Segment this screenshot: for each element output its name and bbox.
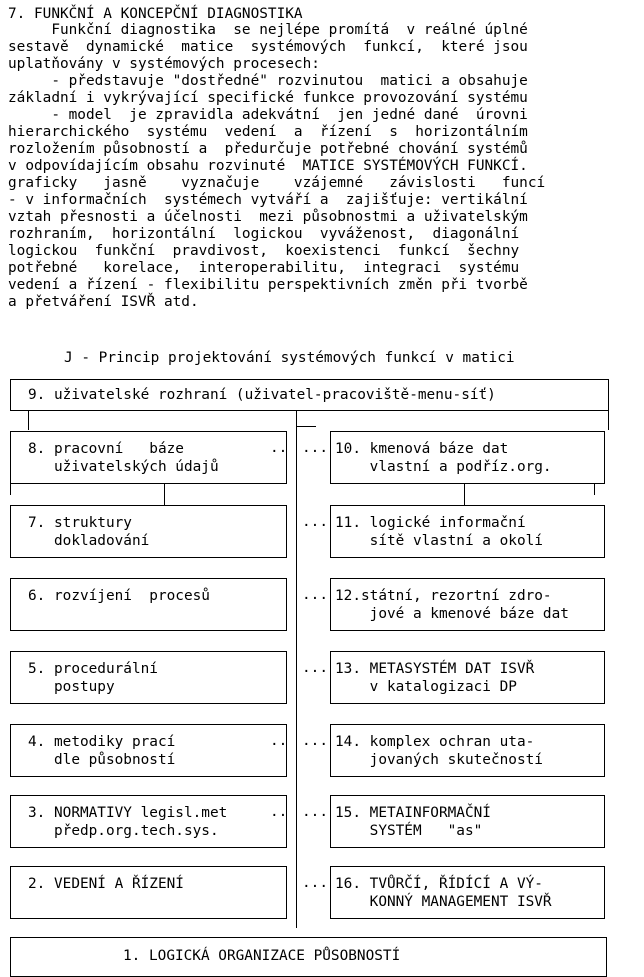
center-vertical-connector bbox=[296, 410, 297, 928]
box-label: sítě vlastní a okolí bbox=[335, 533, 543, 549]
dotted-connector-right: ... bbox=[302, 587, 328, 603]
box-label: v katalogizaci DP bbox=[335, 679, 517, 695]
box-label: 11. logické informační bbox=[335, 515, 526, 531]
paragraph-line: rozhraním, horizontální logickou vyváženost, diagonální bbox=[8, 226, 520, 242]
box-label: 2. VEDENÍ A ŘÍZENÍ bbox=[28, 876, 184, 892]
box-label: vlastní a podříz.org. bbox=[335, 459, 552, 475]
dotted-connector-right: ... bbox=[302, 514, 328, 530]
box-8 bbox=[10, 431, 287, 484]
paragraph-line: v odpovídajícím obsahu rozvinuté MATICE SYSTÉMOVÝCH FUNKCÍ. bbox=[8, 158, 528, 174]
box-label: 10. kmenová báze dat bbox=[335, 441, 509, 457]
box-label: dokladování bbox=[28, 533, 150, 549]
paragraph-line: logickou funkční pravdivost, koexistenci funkcí šechny bbox=[8, 243, 520, 259]
box-2 bbox=[10, 866, 287, 919]
center-right-tick bbox=[296, 426, 316, 427]
box-3 bbox=[10, 795, 287, 848]
box-label: 8. pracovní báze bbox=[28, 441, 184, 457]
paragraph-line: a přetváření ISVŘ atd. bbox=[8, 294, 199, 310]
paragraph-line: Funkční diagnostika se nejlépe promítá v reálné úplné bbox=[8, 22, 528, 38]
paragraph-line: graficky jasně vyznačuje vzájemné závislosti funcí bbox=[8, 175, 546, 191]
box-label: 1. LOGICKÁ ORGANIZACE PŮSOBNOSTÍ bbox=[123, 948, 401, 964]
box-5 bbox=[10, 651, 287, 704]
diagram-title: J - Princip projektování systémových funkcí v matici bbox=[64, 350, 515, 366]
box-label: 7. struktury bbox=[28, 515, 132, 531]
dotted-connector-right: ... bbox=[302, 660, 328, 676]
box-label: 13. METASYSTÉM DAT ISVŘ bbox=[335, 661, 535, 677]
box-label: uživatelských údajů bbox=[28, 459, 219, 475]
box-label: dle působností bbox=[28, 752, 176, 768]
dotted-connector-left: .. bbox=[270, 804, 288, 820]
paragraph-line: - v informačních systémech vytváří a zajišťuje: vertikální bbox=[8, 192, 528, 208]
paragraph-line: - představuje "dostředné" rozvinutou matici a obsahuje bbox=[8, 73, 528, 89]
left-stub-connector bbox=[28, 410, 29, 430]
box-15 bbox=[330, 795, 605, 848]
box-label: SYSTÉM "as" bbox=[335, 823, 483, 839]
paragraph-line: hierarchického systému vedení a řízení s horizontálním bbox=[8, 124, 528, 140]
box-12 bbox=[330, 578, 605, 631]
paragraph-line: vztah přesnosti a účelnosti mezi působnostmi a uživatelským bbox=[8, 209, 528, 225]
dotted-connector-right: ... bbox=[302, 875, 328, 891]
box-13 bbox=[330, 651, 605, 704]
box-label: 6. rozvíjení procesů bbox=[28, 588, 210, 604]
box-16 bbox=[330, 866, 605, 919]
box-label: 3. NORMATIVY legisl.met bbox=[28, 805, 228, 821]
box-label: 15. METAINFORMAČNÍ bbox=[335, 805, 491, 821]
box-label: 12.státní, rezortní zdro- bbox=[335, 588, 552, 604]
paragraph-line: základní i vykrývající specifické funkce provozování systému bbox=[8, 90, 528, 106]
box-9-user-interface bbox=[10, 379, 609, 411]
box-label: 4. metodiky prací bbox=[28, 734, 176, 750]
paragraph-line: uplatňovány v systémových procesech: bbox=[8, 56, 320, 72]
paragraph-line: potřebné korelace, interoperabilitu, integraci systému bbox=[8, 260, 520, 276]
box-label: jové a kmenové báze dat bbox=[335, 606, 569, 622]
box-label: 5. procedurální bbox=[28, 661, 158, 677]
paragraph-line: rozložením působností a předurčuje potřebné chování systémů bbox=[8, 141, 528, 157]
box-label: 9. uživatelské rozhraní (uživatel-pracoviště-menu-síť) bbox=[28, 387, 496, 403]
box-14 bbox=[330, 724, 605, 777]
paragraph-line: sestavě dynamické matice systémových funkcí, které jsou bbox=[8, 39, 528, 55]
box-7 bbox=[10, 505, 287, 558]
box-label: postupy bbox=[28, 679, 115, 695]
dotted-connector-left: .. bbox=[270, 440, 288, 456]
dotted-connector-right: ... bbox=[302, 804, 328, 820]
box-4 bbox=[10, 724, 287, 777]
box-1-logical-organization bbox=[10, 937, 607, 977]
box-label: jovaných skutečností bbox=[335, 752, 543, 768]
dotted-connector-right: ... bbox=[302, 733, 328, 749]
paragraph-line: - model je zpravidla adekvátní jen jedné dané úrovni bbox=[8, 107, 528, 123]
box-label: 16. TVŮRČÍ, ŘÍDÍCÍ A VÝ- bbox=[335, 876, 543, 892]
paragraph-line: vedení a řízení - flexibilitu perspektivních změn při tvorbě bbox=[8, 277, 528, 293]
box-label: předp.org.tech.sys. bbox=[28, 823, 219, 839]
box-10 bbox=[330, 431, 605, 484]
box-label: KONNÝ MANAGEMENT ISVŘ bbox=[335, 894, 552, 910]
right-stub-connector bbox=[608, 410, 609, 430]
dotted-connector-right: ... bbox=[302, 440, 328, 456]
section-heading: 7. FUNKČNÍ A KONCEPČNÍ DIAGNOSTIKA bbox=[8, 6, 303, 22]
box-label: 14. komplex ochran uta- bbox=[335, 734, 535, 750]
box-11 bbox=[330, 505, 605, 558]
box-6 bbox=[10, 578, 287, 631]
dotted-connector-left: .. bbox=[270, 733, 288, 749]
